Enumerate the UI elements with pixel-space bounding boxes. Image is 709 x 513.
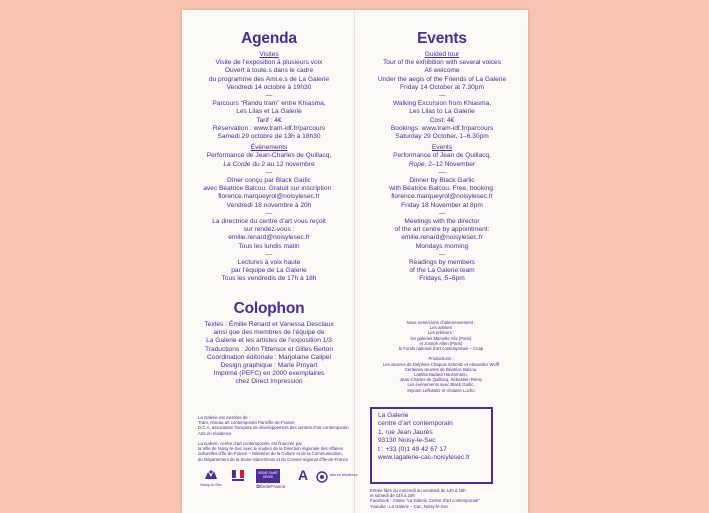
member-line: D.C.A, association française de développement des centres d’art contemporain [198, 425, 349, 431]
colophon-line: Coordination éditoriale : Marjolaine Calipel [207, 353, 331, 361]
colophon-line: Design graphique : Marie Proyart [220, 362, 318, 370]
events-column [359, 30, 525, 284]
events-line: Meetings with the director [404, 218, 480, 226]
thanks-line: Jean-Charles de Quillacq, Sébastien Rémy [399, 377, 483, 383]
member-line: Tram, réseau art contemporain Paris/Île-de-France [198, 420, 295, 426]
separator: — [265, 209, 273, 217]
contact-line: centre d’art contemporain [378, 420, 453, 428]
perf-title: Rope [408, 160, 425, 168]
colophon-line: Textes : Émilie Renard et Vanessa Desclaux [204, 321, 334, 328]
crest-icon [203, 469, 219, 482]
events-line: Cost: 4€ [429, 116, 455, 124]
agenda-line: florence.marqueyrol@noisylesec.fr [218, 193, 320, 201]
perf-title: La Corde [223, 160, 251, 168]
events-line: Les Lilas to La Galerie [409, 108, 475, 116]
thanks-line: Les prêteurs : [427, 330, 455, 336]
colophon-line: chez Direct Impression [235, 378, 303, 386]
contact-line: t : +33 (0)1 49 42 67 17 [378, 445, 447, 453]
events-line: Friday 18 November at 8pm [401, 201, 483, 209]
agenda-line: Ouvert à toute.s dans le cadre [224, 67, 314, 75]
contact-box [370, 407, 493, 484]
events-line: All welcome [424, 67, 460, 75]
events-line: Tour of the exhibition with several voices [382, 59, 501, 67]
agenda-title: Agenda [241, 30, 297, 47]
events-line: of the art centre by appointment: [394, 226, 490, 234]
member-line: la Ville de Noisy-le-Sec avec le soutien de la Direction régionale des Affaires [198, 446, 344, 452]
agenda-line: Samedi 29 octobre de 13h à 18h30 [217, 133, 321, 141]
member-line: du Département de la Seine-Saint-Denis et du Conseil régional d’Île-de-France [198, 456, 348, 462]
colophon-body [186, 321, 352, 387]
contact-line: 1, rue Jean Jaurès [378, 428, 433, 436]
separator: — [438, 209, 446, 217]
thanks-line: Myriam Lefkowitz et Violaine Lochu [407, 387, 475, 393]
agenda-line: Réservation : www.tram-idf.fr/parcours [212, 124, 326, 132]
events-line: Under the aegis of the Friends of La Galerie [377, 75, 507, 83]
colophon-line: La Galerie et les artistes de l’exposition 1/3 [206, 337, 332, 345]
events-line: Bookings: www.tram-idf.fr/parcours [390, 124, 494, 132]
membership-notes [198, 415, 358, 462]
agenda-line: emilie.renard@noisylesec.fr [228, 234, 310, 242]
noisy-le-sec-label: Noisy-le-Sec [200, 483, 222, 487]
noisy-le-sec-logo [200, 469, 222, 487]
agenda-line: du programme des Ami.e.s de La Galerie [208, 75, 330, 83]
contact-line: 93130 Noisy-le-Sec [378, 437, 436, 445]
separator: — [438, 168, 446, 176]
contact-website: www.lagalerie-cac-noisylesec.fr [378, 454, 470, 462]
agenda-line: Tous les lundis matin [238, 242, 300, 250]
colophon-line: Traductions : John Tittensor et Gilles Berton [204, 345, 334, 353]
agenda-line: Performance de Jean-Charles de Quillacq, [206, 152, 332, 160]
thanks-line: les galeries Marcelle Alix (Paris) [410, 335, 472, 341]
hours-line: Facebook : J’aime “La Galerie Centre d’art contemporain” [370, 498, 480, 504]
events-subheading: Events [431, 144, 453, 152]
opening-hours [370, 488, 520, 509]
tram-logo [296, 467, 310, 483]
events-line: emilie.renard@noisylesec.fr [401, 234, 483, 242]
separator: — [265, 250, 273, 258]
events-line: Readings by members [409, 259, 475, 267]
thanks-line: Les œuvres de Delphine Chapuis Schmitz et Alexander Wolff [382, 361, 500, 367]
separator: — [265, 168, 273, 176]
agenda-line: Vendredi 14 octobre à 19h30 [226, 83, 312, 91]
agenda-line: Lectures à voix haute [237, 259, 301, 267]
evenements-heading: Évènements [250, 144, 288, 152]
events-line: with Béatrice Balcou. Free, booking: [389, 185, 495, 193]
events-line: Fridays, 5–6pm [419, 275, 465, 283]
colophon-line: ainsi que des membres de l’équipe de [213, 329, 325, 337]
guided-tour-heading: Guided tour [424, 51, 460, 58]
tram-a-icon: A [297, 467, 309, 483]
agenda-line: Parcours “Rando tram” entre Khiasma, [212, 100, 326, 108]
events-line: Saturday 29 October, 1–6.30pm [395, 133, 489, 141]
flag-icon [231, 469, 245, 483]
thanks-line: Certaines œuvres de Béatrice Balcou, [404, 366, 478, 372]
perf-dates: , 2–12 November [424, 160, 476, 168]
dca-icon [316, 471, 328, 483]
dca-logo [316, 471, 328, 484]
hours-line: Entrée libre du mercredi au vendredi de 14h à 18h [370, 488, 466, 493]
thanks-line: Les évènements avec Black Garlic, [407, 382, 475, 388]
idf-icon: ✿ [256, 485, 261, 490]
visites-heading: Visites [259, 51, 279, 58]
thanks-line: Nous remercions chaleureusement : [406, 320, 476, 325]
events-title: Events [417, 30, 467, 47]
separator: — [265, 92, 273, 100]
agenda-line: Tous les vendredis de 17h à 18h [221, 275, 317, 283]
hours-line: Youtube : La Galerie – Cac, Noisy-le-Sec [370, 503, 449, 509]
events-line: Walking Excursion from Khiasma, [392, 100, 492, 108]
seine-saint-denis-logo: SEINE SAINT DENIS [256, 469, 280, 483]
thanks-line: et Joseph Allen (Paris) [419, 340, 463, 346]
events-line: Performance of Jean de Quillacq, [393, 152, 491, 160]
agenda-line: La directrice du centre d’art vous reçoit [212, 218, 326, 226]
events-line: Dinner by Black Garlic [409, 177, 475, 185]
agenda-line: Vendredi 18 novembre à 20h [226, 201, 312, 209]
agenda-line: sur rendez-vous : [243, 226, 295, 234]
agenda-line: Les Lilas et La Galerie [236, 108, 302, 116]
colophon-line: Imprimé (PEFC) en 2000 exemplaires [213, 370, 325, 378]
separator: — [438, 92, 446, 100]
member-line: La Galerie, centre d’art contemporain, est financée par [198, 441, 302, 447]
thanks-block [367, 320, 515, 393]
agenda-perf-line [186, 161, 352, 169]
agenda-line: Dîner conçu par Black Garlic [227, 177, 311, 185]
agenda-line: Tarif : 4€ [256, 116, 282, 124]
events-line: Friday 14 October at 7.30pm [400, 83, 484, 91]
contact-line: La Galerie [378, 412, 409, 419]
events-line: florence.marqueyrol@noisylesec.fr [391, 193, 493, 201]
perf-dates: du 2 au 12 novembre [250, 160, 315, 168]
ile-de-france-logo [256, 485, 286, 490]
arts-en-residence-logo: arts en résidence [330, 473, 358, 477]
agenda-line: avec Béatrice Balcou. Gratuit sur inscription : [203, 185, 335, 193]
member-line: culturelles d’Île-de-France – Ministère de la Culture et de la Communication, [198, 451, 343, 457]
agenda-line: par l’équipe de La Galerie [231, 267, 307, 275]
member-line: La Galerie est membre de : [198, 415, 251, 420]
partner-logos [198, 467, 358, 497]
thanks-line: Productions : [428, 356, 454, 362]
colophon-title: Colophon [233, 300, 305, 317]
prefet-logo [230, 469, 246, 484]
member-line: Arts en résidence [198, 430, 232, 436]
hours-line: et samedi de 14h à 19h [370, 493, 415, 499]
events-line: of the La Galerie team [409, 267, 475, 275]
separator: — [438, 250, 446, 258]
thanks-line: Laëtitia Badaut Haussmann, [414, 372, 468, 378]
agenda-line: Visite de l’exposition à plusieurs voix [215, 59, 323, 67]
ile-de-france-label: ÎledeFrance [260, 485, 286, 490]
agenda-column [186, 30, 352, 284]
brochure-page [182, 10, 528, 513]
events-line: Mondays morning [415, 242, 469, 250]
thanks-line: le Fonds national d’art contemporain – Cnap [398, 346, 484, 352]
thanks-line: Les artistes [430, 325, 452, 331]
events-perf-line [359, 161, 525, 169]
